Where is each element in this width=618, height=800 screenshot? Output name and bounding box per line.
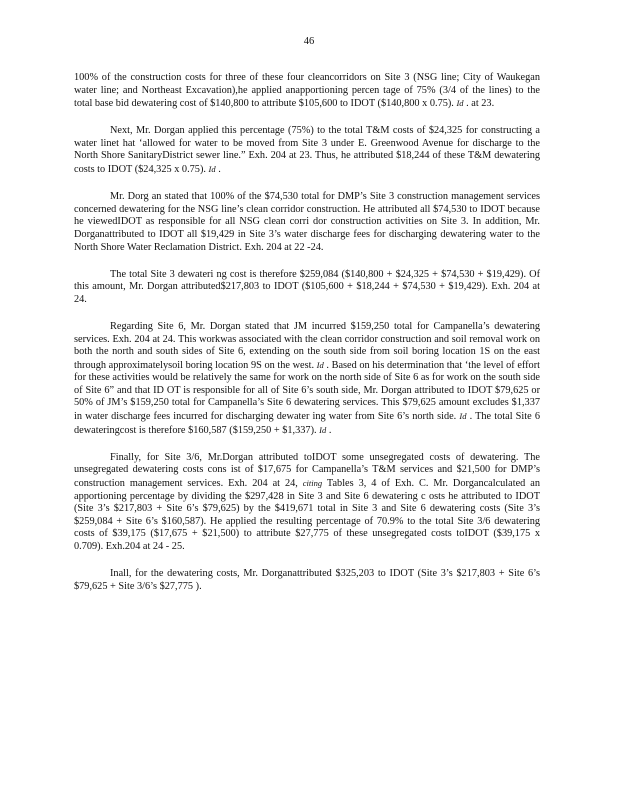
- paragraph-6: [74, 452, 540, 554]
- paragraph-text: . at 23.: [463, 98, 495, 110]
- citation-signal: Id: [456, 98, 464, 109]
- paragraph-4: [74, 269, 540, 307]
- paragraph-text: . The total Site 6 dewateringcost is therefore $160,587 ($159,250 + $1,337).: [74, 411, 540, 436]
- paragraph-text: Finally, for Site 3/6, Mr.Dorgan attributed toIDOT some unsegregated costs of dewatering. The unsegregated dewatering costs cons ist of $17,675 for Campanella’s T&M services and $21,500 for DMP’s construction management services. Exh. 204 at 24,: [74, 451, 540, 489]
- paragraph-text: Tables 3, 4 of Exh. C. Mr. Dorgancalculated an apportioning percentage by dividing the $297,428 in Site 3 and Site 6 dewatering c osts he attributed to IDOT (Site 3’s $217,803 + Site 6’s $79,625) by the $419,671 total in Site 3 and Site 6 dewatering costs (Site 3’s $259,084 + Site 6’s $160,587). He applied the resulting percentage of 70.9% to the total Site 3/6 dewatering costs of $39,175 ($17,675 + $21,500) to attribute $27,775 of these unsegregated costs toIDOT ($39,175 x 0.709). Exh.204 at 24 - 25.: [74, 477, 540, 552]
- paragraph-7: [74, 568, 540, 593]
- paragraph-1: [74, 72, 540, 111]
- paragraph-text: .: [215, 164, 221, 176]
- paragraph-text: . Based on his determination that ‘the level of effort for these activities would be relatively the same for work on the north side of Site 6 as for work on the south side of Site 6” and that ID OT is responsible for all of Site 6’s south side, Mr. Dorgan attributed to IDOT $79,625 or 50% of JM’s $159,250 total for Campanella’s Site 6 dewatering services. This $79,625 amount excludes $1,337 in water discharge fees incurred for discharging dewater ing water from Site 6’s north side.: [74, 359, 541, 423]
- citation-signal: Id: [459, 411, 467, 422]
- citation-signal: Id: [208, 164, 216, 175]
- paragraph-2: [74, 125, 540, 176]
- paragraph-text: 100% of the construction costs for three of these four cleancorridors on Site 3 (NSG line; City of Waukegan water line; and Northeast Excavation),he applied anapportioning percen tage of 75% (3/4 of the lines) to the total base bid dewatering cost of $140,800 to attribute $105,600 to IDOT ($140,800 x 0.75).: [74, 72, 540, 110]
- body-text: [74, 72, 540, 608]
- citation-signal: citing: [302, 477, 323, 488]
- citation-signal: Id: [319, 424, 327, 435]
- paragraph-text: Inall, for the dewatering costs, Mr. Dorganattributed $325,203 to IDOT (Site 3’s $217,803 + Site 6’s $79,625 + Site 3/6’s $27,775 ).: [74, 568, 540, 592]
- citation-signal: Id: [316, 359, 324, 370]
- paragraph-5: [74, 321, 540, 437]
- paragraph-3: [74, 191, 540, 254]
- paragraph-text: Regarding Site 6, Mr. Dorgan stated that JM incurred $159,250 total for Campanella’s dewatering services. Exh. 204 at 24. This workwas associated with the clean corridor construction and soil removal work on both the north and south sides of Site 6, extending on the south side from soil boring location 1S on the east through approximatelysoil boring location 9S on the west.: [74, 320, 540, 371]
- paragraph-text: The total Site 3 dewateri ng cost is therefore $259,084 ($140,800 + $24,325 + $74,530 + $19,429). Of this amount, Mr. Dorgan attributed$217,803 to IDOT ($105,600 + $18,244 + $74,530 + $19,429). Exh. 204 at 24.: [74, 268, 540, 305]
- page-number: 46: [303, 36, 315, 47]
- paragraph-text: Mr. Dorg an stated that 100% of the $74,530 total for DMP’s Site 3 construction management services concerned dewatering for the NSG line’s clean corridor construction. He attributed all $74,530 to IDOT because he viewedIDOT as responsible for all NSG clean corri dor construction activities on Site 3. In addition, Mr. Dorganattributed to IDOT all $19,429 in Site 3’s water discharge fees for discharging dewatering water to the North Shore Water Reclamation District. Exh. 204 at 22 -24.: [74, 191, 540, 253]
- paragraph-text: .: [326, 424, 332, 436]
- paragraph-text: Next, Mr. Dorgan applied this percentage (75%) to the total T&M costs of $24,325 for constructing a water linet hat ‘allowed for water to be moved from Site 3 under E. Greenwood Avenue for discharge to the North Shore SanitaryDistrict sewer line.” Exh. 204 at 23. Thus, he attributed $18,244 of these T&M dewatering costs to IDOT ($24,325 x 0.75).: [74, 125, 540, 176]
